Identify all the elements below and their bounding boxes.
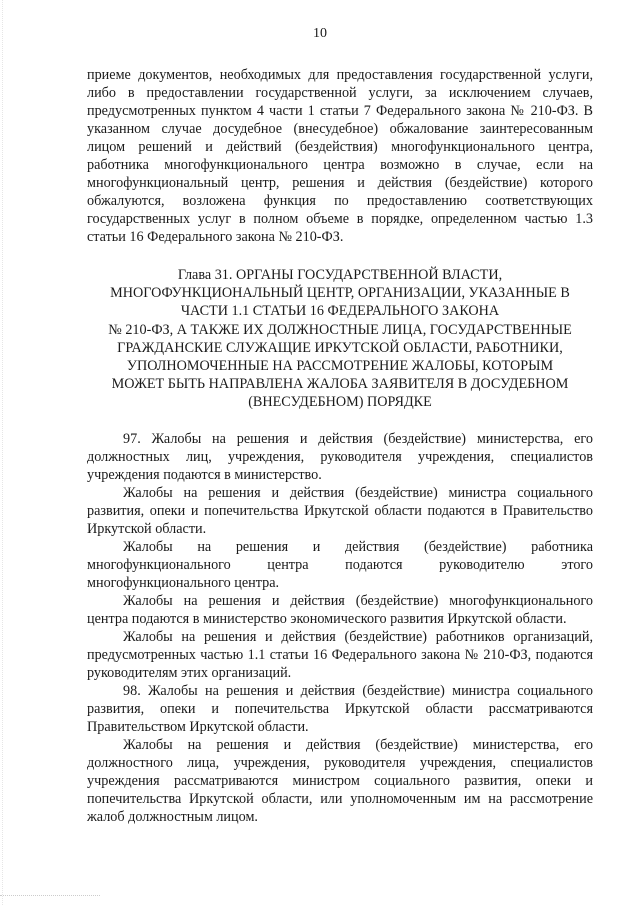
chapter-heading-line: № 210-ФЗ, А ТАКЖЕ ИХ ДОЛЖНОСТНЫЕ ЛИЦА, ГОСУДАРСТВЕННЫЕ [108,321,572,338]
footer-edge-mark [0,895,100,896]
paragraph-97-minister: Жалобы на решения и действия (бездействие) министра социального развития, опеки и попечительства Иркутской области подаются в Правительство Иркутской области. [87,484,593,537]
paragraph-97-mfc: Жалобы на решения и действия (бездействие) многофункционального центра подаются в министерство экономического развития Иркутской области. [87,592,593,627]
page-edge-mark [2,0,3,905]
chapter-heading-line: МОЖЕТ БЫТЬ НАПРАВЛЕНА ЖАЛОБА ЗАЯВИТЕЛЯ В ДОСУДЕБНОМ [111,376,569,393]
paragraph-98-ministry: Жалобы на решения и действия (бездействие) министерства, его должностного лица, учреждения, руководителя учреждения, специалистов учреждения рассматриваются министром социального развития, опеки и попечительства Иркутской области, или уполномоченным им на рассмотрение жалоб должностным лицом. [87,736,593,825]
chapter-heading-line: ГРАЖДАНСКИЕ СЛУЖАЩИЕ ИРКУТСКОЙ ОБЛАСТИ, РАБОТНИКИ, [117,339,563,356]
chapter-heading-line: (ВНЕСУДЕБНОМ) ПОРЯДКЕ [248,394,432,411]
chapter-heading-line: УПОЛНОМОЧЕННЫЕ НА РАССМОТРЕНИЕ ЖАЛОБЫ, КОТОРЫМ [126,358,554,375]
paragraph-97: 97. Жалобы на решения и действия (бездействие) министерства, его должностных лиц, учреждения, руководителя учреждения, специалистов учреждения подаются в министерство. [87,430,593,483]
document-body [87,66,593,826]
paragraph-98: 98. Жалобы на решения и действия (бездействие) министра социального развития, опеки и попечительства Иркутской области рассматриваются Правительством Иркутской области. [87,682,593,735]
page-number: 10 [313,26,327,41]
paragraph-97-organizations: Жалобы на решения и действия (бездействие) работников организаций, предусмотренных частью 1.1 статьи 16 Федерального закона № 210-ФЗ, подаются руководителям этих организаций. [87,628,593,681]
chapter-heading-line: Глава 31. ОРГАНЫ ГОСУДАРСТВЕННОЙ ВЛАСТИ, [177,267,503,283]
intro-paragraph: приеме документов, необходимых для предоставления государственной услуги, либо в предоставлении государственной услуги, за исключением случаев, предусмотренных пунктом 4 части 1 статьи 7 Федерального закона № 210-ФЗ. В указанном случае досудебное (внесудебное) обжалование заинтересованным лицом решений и действий (бездействия) многофункционального центра, работника многофункционального центра возможно в случае, если на многофункциональный центр, решения и действия (бездействие) которого обжалуются, возложена функция по предоставлению соответствующих государственных услуг в полном объеме в порядке, определенном частью 1.3 статьи 16 Федерального закона № 210-ФЗ. [87,67,593,245]
chapter-heading [87,266,593,412]
chapter-heading-line: ЧАСТИ 1.1 СТАТЬИ 16 ФЕДЕРАЛЬНОГО ЗАКОНА [180,303,500,320]
chapter-heading-line: МНОГОФУНКЦИОНАЛЬНЫЙ ЦЕНТР, ОРГАНИЗАЦИИ, УКАЗАННЫЕ В [110,285,570,302]
paragraph-97-mfc-worker: Жалобы на решения и действия (бездействие) работника многофункционального центра подаются руководителю этого многофункционального центра. [87,538,593,591]
